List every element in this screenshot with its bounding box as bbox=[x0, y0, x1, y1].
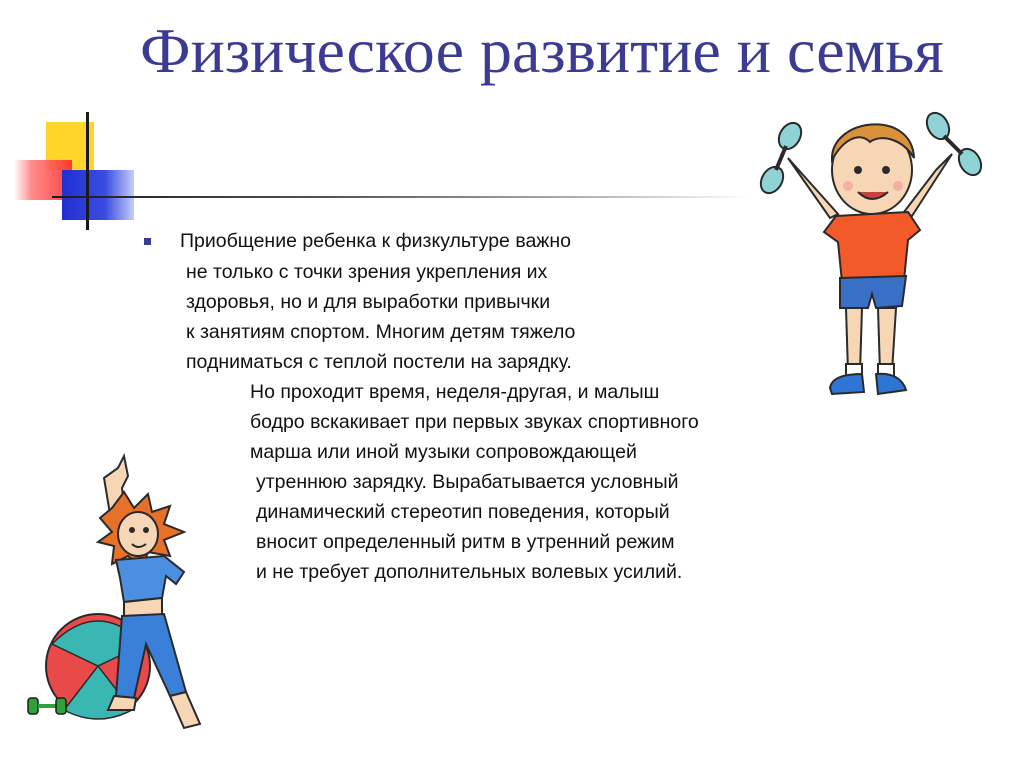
bullet-icon bbox=[144, 238, 151, 245]
boy-with-dumbbells-illustration bbox=[752, 98, 988, 410]
paragraph-line: вносит определенный ритм в утренний режим bbox=[256, 531, 675, 553]
paragraph-line: марша или иной музыки сопровождающей bbox=[250, 441, 637, 463]
paragraph-line: динамический стереотип поведения, который bbox=[256, 501, 670, 523]
girl-exercising-illustration bbox=[24, 448, 220, 738]
blue-square bbox=[62, 170, 134, 220]
paragraph-line: Приобщение ребенка к физкультуре важно bbox=[180, 230, 571, 252]
paragraph-line: и не требует дополнительных волевых усилий. bbox=[256, 561, 683, 583]
vertical-rule bbox=[86, 112, 89, 230]
paragraph-line: Но проходит время, неделя-другая, и малыш bbox=[250, 381, 660, 403]
paragraph-line: здоровья, но и для выработки привычки bbox=[186, 291, 551, 313]
paragraph-line: не только с точки зрения укрепления их bbox=[186, 261, 548, 283]
paragraph-line: утреннюю зарядку. Вырабатывается условный bbox=[256, 471, 679, 493]
paragraph-line: бодро вскакивает при первых звуках спортивного bbox=[250, 411, 699, 433]
paragraph-line: к занятиям спортом. Многим детям тяжело bbox=[186, 321, 576, 343]
title-underline bbox=[52, 196, 752, 198]
decorative-squares bbox=[0, 0, 160, 240]
slide-title: Физическое развитие и семья bbox=[140, 15, 944, 86]
paragraph-line: подниматься с теплой постели на зарядку. bbox=[186, 351, 572, 373]
